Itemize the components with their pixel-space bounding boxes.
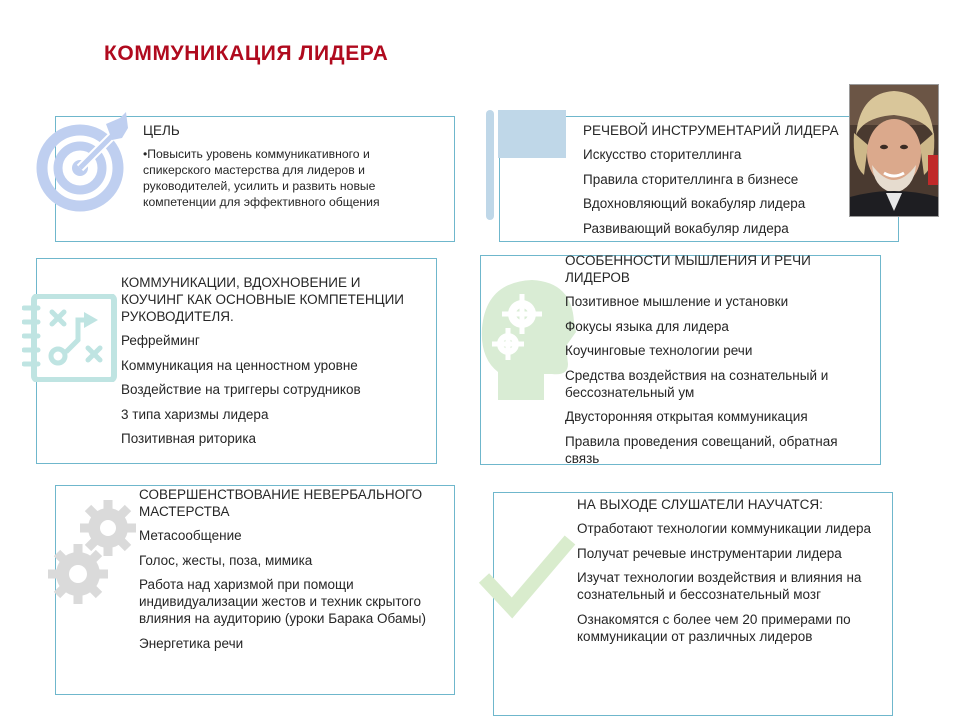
head-gears-icon (478, 274, 578, 400)
communications-text-block (121, 274, 421, 455)
strategy-board-icon (22, 294, 118, 382)
speech-tools-text-block (583, 122, 853, 244)
list-item: Получат речевые инструментарии лидера (577, 545, 842, 561)
flag-icon (484, 108, 574, 223)
goal-heading: ЦЕЛЬ (143, 123, 180, 138)
leader-photo (849, 84, 939, 217)
outcomes-heading: НА ВЫХОДЕ СЛУШАТЕЛИ НАУЧАТСЯ: (577, 497, 823, 512)
list-item: Позитивная риторика (121, 431, 257, 446)
goal-description: •Повысить уровень коммуникативного и спикерского мастерства для лидеров и руководителей, усилить и развить новые компетенции для эффективного общения (143, 147, 380, 209)
list-item: Правила проведения совещаний, обратная связь (565, 433, 838, 466)
list-item: Двусторонняя открытая коммуникация (565, 409, 808, 424)
list-item: 3 типа харизмы лидера (121, 406, 269, 422)
target-icon (34, 110, 130, 220)
thinking-text-block (565, 252, 865, 474)
list-item: Искусство сторителлинга (583, 147, 742, 162)
checkmark-icon (476, 532, 576, 622)
list-item: Ознакомятся с более чем 20 примерами по коммуникации от различных лидеров (577, 611, 851, 644)
outcomes-text-block (577, 496, 892, 652)
list-item: Вдохновляющий вокабуляр лидера (583, 196, 806, 211)
list-item: Рефрейминг (121, 333, 200, 348)
nonverbal-heading: СОВЕРШЕНСТВОВАНИЕ НЕВЕРБАЛЬНОГО МАСТЕРСТВА (139, 487, 423, 519)
list-item: Работа над харизмой при помощи индивидуализации жестов и техник скрытого влияния на аудиторию (уроки Барака Обамы) (139, 577, 426, 626)
list-item: Метасообщение (139, 528, 242, 543)
list-item: Фокусы языка для лидера (565, 318, 729, 334)
goal-text-block (143, 122, 423, 210)
nonverbal-text-block (139, 486, 454, 659)
list-item: Отработают технологии коммуникации лидера (577, 521, 872, 536)
thinking-heading: ОСОБЕННОСТИ МЫШЛЕНИЯ И РЕЧИ ЛИДЕРОВ (565, 253, 811, 285)
page-title: КОММУНИКАЦИЯ ЛИДЕРА (104, 42, 389, 65)
list-item: Энергетика речи (139, 635, 244, 651)
list-item: Средства воздействия на сознательный и бессознательный ум (565, 367, 829, 400)
list-item: Правила сторителлинга в бизнесе (583, 171, 799, 187)
list-item: Развивающий вокабуляр лидера (583, 220, 789, 236)
list-item: Воздействие на триггеры сотрудников (121, 382, 361, 397)
list-item: Позитивное мышление и установки (565, 294, 789, 309)
list-item: Коммуникация на ценностном уровне (121, 357, 358, 373)
list-item: Изучат технологии воздействия и влияния на сознательный и бессознательный мозг (577, 570, 862, 602)
list-item: Голос, жесты, поза, мимика (139, 552, 313, 568)
speech-tools-heading: РЕЧЕВОЙ ИНСТРУМЕНТАРИЙ ЛИДЕРА (583, 123, 839, 138)
communications-heading: КОММУНИКАЦИИ, ВДОХНОВЕНИЕ И КОУЧИНГ КАК ОСНОВНЫЕ КОМПЕТЕНЦИИ РУКОВОДИТЕЛЯ. (121, 275, 405, 324)
gears-icon (48, 498, 140, 608)
list-item: Коучинговые технологии речи (565, 343, 753, 358)
